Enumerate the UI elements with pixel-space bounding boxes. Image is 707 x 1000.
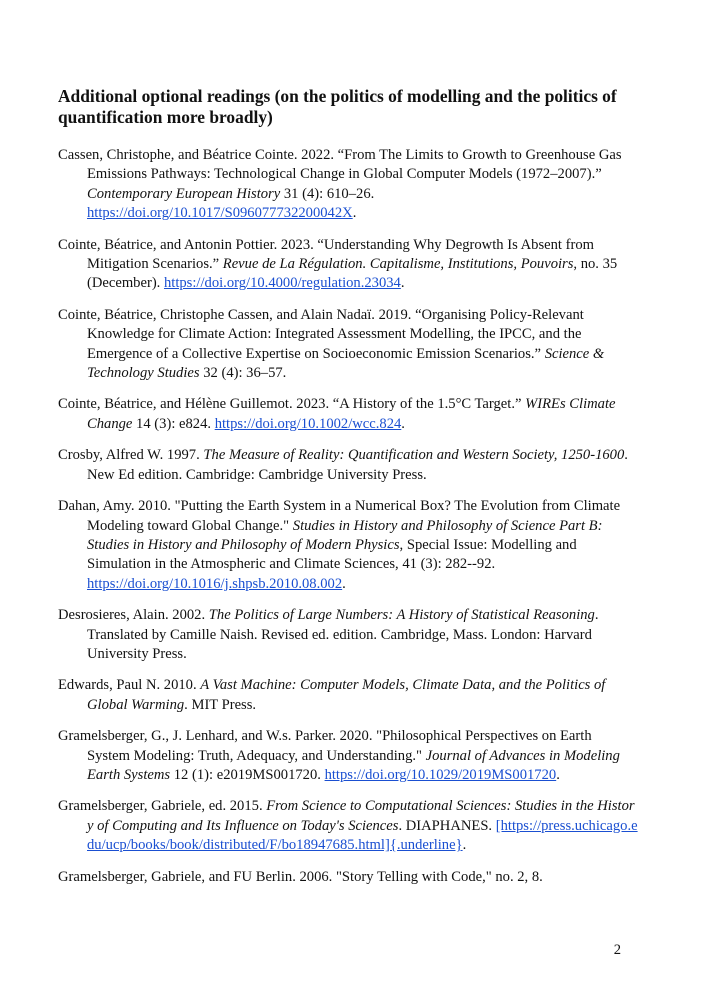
section-heading: Additional optional readings (on the politics of modelling and the politics of quantification more broadly): [58, 86, 617, 127]
doi-link[interactable]: https://doi.org/10.1017/S096077732200042X: [87, 205, 353, 222]
reference-text: Cassen, Christophe, and Béatrice Cointe. 2022. “From The Limits to Growth to Greenhouse Gas Emissions Pathways: Technological Change in Global Computer Models (1972–2007).”: [58, 147, 622, 183]
reference-details: . DIAPHANES.: [398, 817, 496, 834]
reference-title: A Vast Machine: Computer Models, Climate Data, and the Politics of Global Warming: [87, 677, 606, 713]
reference-details: , Special Issue: Modelling and Simulation in the Atmospheric and Climate Sciences, 41 (3): 282--92.: [87, 536, 577, 573]
url-link[interactable]: [https://press.uchicago.edu/ucp/books/book/distributed/F/bo18947685.html]{.underline}: [87, 817, 638, 854]
reference-tail: .: [400, 275, 405, 292]
reference-text: Cointe, Béatrice, Christophe Cassen, and Alain Nadaï. 2019. “Organising Policy-Relevant Knowledge for Climate Action: Integrated Assessment Modelling, the IPCC, and the Emergence of a Collective Expertise on Socioeconomic Emission Scenarios.”: [58, 306, 584, 362]
reference-details: . Translated by Camille Naish. Revised ed. edition. Cambridge, Mass. London: Harvard University Press.: [87, 607, 599, 662]
reference-item: [58, 446, 638, 485]
reference-title: The Measure of Reality: Quantification and Western Society, 1250-1600: [203, 447, 625, 464]
reference-details: 12 (1): e2019MS001720.: [170, 766, 325, 783]
reference-title: Science & Technology Studies: [87, 345, 605, 382]
reference-item: [58, 797, 638, 855]
reference-text: Gramelsberger, Gabriele, ed. 2015.: [58, 798, 267, 815]
reference-tail: .: [462, 837, 467, 854]
reference-details: . MIT Press.: [184, 696, 257, 713]
reference-item: [58, 236, 638, 294]
reference-text: Cointe, Béatrice, and Hélène Guillemot. 2023. “A History of the 1.5°C Target.”: [58, 396, 526, 413]
reference-title: The Politics of Large Numbers: A History of Statistical Reasoning: [208, 607, 595, 624]
reference-title: WIREs Climate Change: [87, 396, 616, 432]
reference-text: Crosby, Alfred W. 1997.: [58, 447, 204, 464]
reference-title: Contemporary European History: [87, 185, 281, 202]
reference-tail: .: [352, 205, 357, 222]
reference-text: Edwards, Paul N. 2010.: [58, 677, 201, 694]
reference-tail: .: [556, 766, 560, 783]
page-number: 2: [613, 942, 621, 958]
reference-details: 14 (3): e824.: [132, 415, 215, 432]
reference-title: Studies in History and Philosophy of Science Part B: Studies in History and Philosophy of Modern Physics: [87, 517, 603, 553]
reference-item: [58, 606, 638, 664]
reference-item: [58, 497, 638, 594]
reference-item: [58, 306, 638, 384]
doi-link[interactable]: https://doi.org/10.1016/j.shpsb.2010.08.002: [87, 575, 343, 592]
doi-link[interactable]: https://doi.org/10.1002/wcc.824: [214, 415, 402, 432]
doi-link[interactable]: https://doi.org/10.1029/2019MS001720: [324, 766, 557, 783]
reference-text: Gramelsberger, G., J. Lenhard, and W.s. Parker. 2020. "Philosophical Perspectives on Earth System Modeling: Truth, Adequacy, and Understanding.": [58, 728, 592, 764]
reference-details: , no. 35 (December).: [87, 256, 618, 292]
reference-details: 31 (4): 610–26.: [280, 185, 375, 202]
doi-link[interactable]: https://doi.org/10.4000/regulation.23034: [163, 275, 401, 292]
reference-list: [58, 146, 638, 899]
reference-title: From Science to Computational Sciences: Studies in the History of Computing and Its Influence on Today's Sciences: [87, 798, 635, 834]
reference-title: Revue de La Régulation. Capitalisme, Institutions, Pouvoirs: [222, 256, 574, 273]
reference-item: [58, 676, 638, 715]
reference-details: . New Ed edition. Cambridge: Cambridge University Press.: [87, 447, 628, 483]
reference-text: Desrosieres, Alain. 2002.: [58, 607, 209, 624]
reference-item: [58, 146, 638, 224]
reference-item: [58, 727, 638, 785]
reference-item: [58, 868, 638, 887]
reference-text: Dahan, Amy. 2010. "Putting the Earth System in a Numerical Box? The Evolution from Climate Modeling toward Global Change.": [58, 498, 621, 534]
reference-text: Cointe, Béatrice, and Antonin Pottier. 2023. “Understanding Why Degrowth Is Absent from Mitigation Scenarios.”: [58, 236, 594, 273]
reference-details: 32 (4): 36–57.: [199, 365, 287, 382]
reference-text: Gramelsberger, Gabriele, and FU Berlin. 2006. "Story Telling with Code," no. 2, 8.: [58, 868, 543, 885]
reference-item: [58, 395, 638, 434]
reference-title: Journal of Advances in Modeling Earth Systems: [87, 747, 620, 783]
reference-tail: .: [342, 575, 346, 592]
reference-tail: .: [401, 415, 405, 432]
